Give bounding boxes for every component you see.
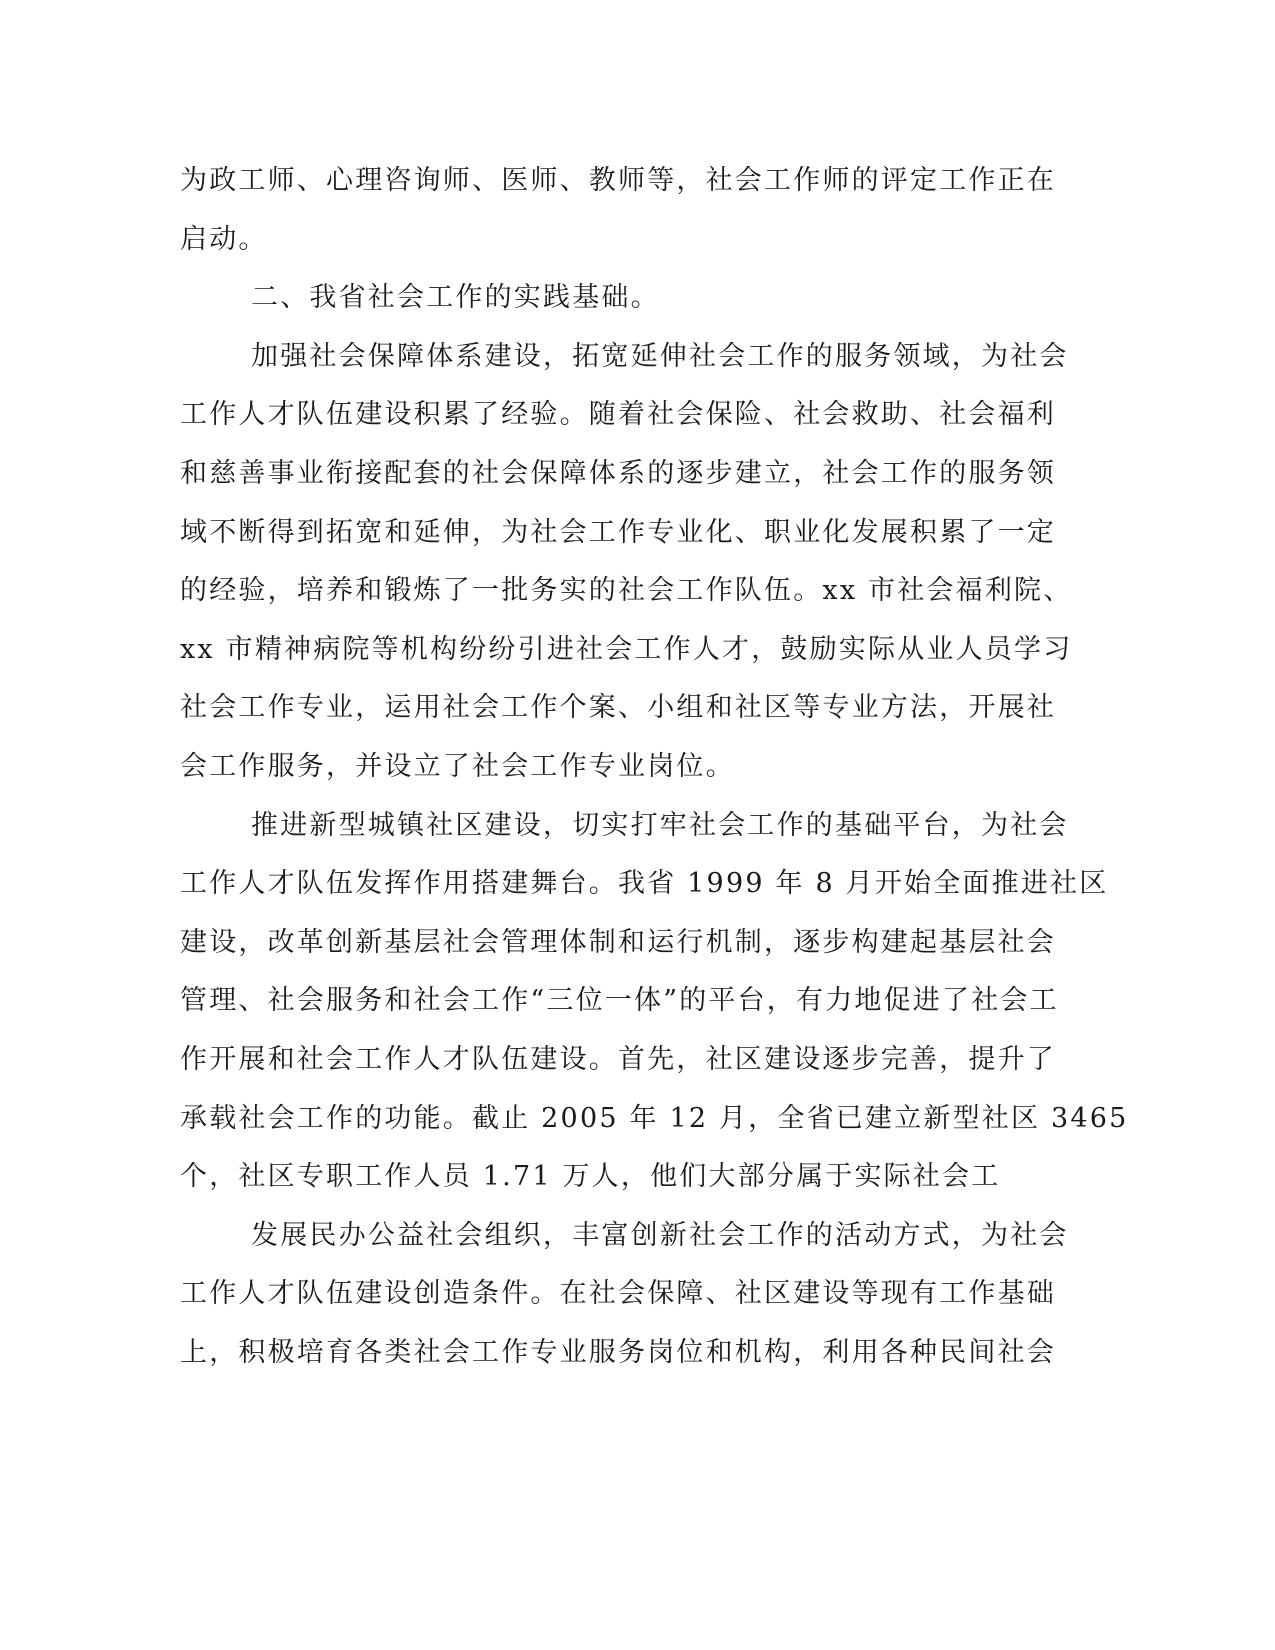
text-line: 作开展和社会工作人才队伍建设。首先，社区建设逐步完善，提升了 — [180, 1043, 1056, 1075]
paragraph-start: 推进新型城镇社区建设，切实打牢社会工作的基础平台，为社会 — [251, 809, 1069, 841]
text-line: 会工作服务，并设立了社会工作专业岗位。 — [180, 750, 735, 782]
text-line: 为政工师、心理咨询师、医师、教师等，社会工作师的评定工作正在 — [180, 165, 1056, 196]
text-line: 建设，改革创新基层社会管理体制和运行机制，逐步构建起基层社会 — [180, 926, 1056, 958]
text-line: 承载社会工作的功能。截止 2005 年 12 月，全省已建立新型社区 3465 — [180, 1102, 1129, 1134]
text-line: 上，积极培育各类社会工作专业服务岗位和机构，利用各种民间社会 — [180, 1336, 1056, 1368]
text-line: 域不断得到拓宽和延伸，为社会工作专业化、职业化发展积累了一定 — [180, 516, 1056, 548]
text-line: 管理、社会服务和社会工作“三位一体”的平台，有力地促进了社会工 — [180, 985, 1059, 1017]
text-line: 个，社区专职工作人员 1.71 万人，他们大部分属于实际社会工 — [180, 1161, 1001, 1193]
body-text — [180, 152, 1129, 1382]
text-line: xx 市精神病院等机构纷纷引进社会工作人才，鼓励实际从业人员学习 — [180, 633, 1073, 665]
text-line: 工作人才队伍发挥作用搭建舞台。我省 1999 年 8 月开始全面推进社区 — [180, 868, 1109, 900]
text-line: 工作人才队伍建设创造条件。在社会保障、社区建设等现有工作基础 — [180, 1278, 1056, 1310]
paragraph-start: 加强社会保障体系建设，拓宽延伸社会工作的服务领域，为社会 — [251, 340, 1069, 372]
text-line: 启动。 — [180, 223, 268, 255]
text-line: 的经验，培养和锻炼了一批务实的社会工作队伍。xx 市社会福利院、 — [180, 575, 1073, 607]
paragraph-start: 发展民办公益社会组织，丰富创新社会工作的活动方式，为社会 — [251, 1219, 1069, 1251]
text-line: 工作人才队伍建设积累了经验。随着社会保险、社会救助、社会福利 — [180, 399, 1056, 431]
section-heading: 二、我省社会工作的实践基础。 — [251, 282, 660, 314]
text-line: 和慈善事业衔接配套的社会保障体系的逐步建立，社会工作的服务领 — [180, 457, 1056, 489]
text-line: 社会工作专业，运用社会工作个案、小组和社区等专业方法，开展社 — [180, 692, 1056, 724]
